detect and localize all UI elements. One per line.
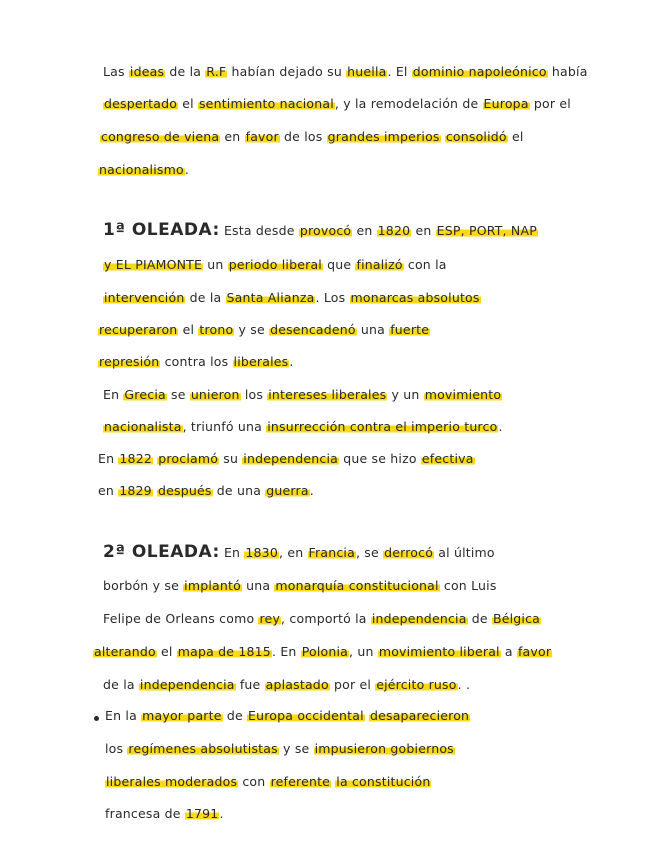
text: el	[178, 322, 199, 337]
text: en	[411, 223, 436, 238]
text: contra los	[160, 354, 233, 369]
wave1-line-3	[103, 292, 481, 305]
highlight: Polonia	[301, 644, 349, 659]
highlight: trono	[199, 322, 234, 337]
text: un	[203, 257, 228, 272]
text: el	[178, 96, 198, 111]
text: En la	[105, 708, 142, 723]
text: .	[498, 419, 503, 434]
highlight: 1820	[377, 223, 411, 238]
bullet-line-4	[105, 808, 224, 821]
text: con	[238, 774, 270, 789]
highlight: la constitución	[336, 774, 431, 789]
text: En	[98, 451, 119, 466]
highlight: liberales moderados	[106, 774, 238, 789]
text: , un	[349, 644, 378, 659]
text: borbón	[103, 578, 149, 593]
text: de los	[279, 129, 327, 144]
highlight: nacionalista	[104, 419, 182, 434]
text: en	[352, 223, 377, 238]
bullet-point-icon	[94, 716, 99, 721]
highlight: mayor parte	[142, 708, 222, 723]
wave1-line-4	[98, 324, 430, 337]
text: el	[507, 129, 524, 144]
text: que	[322, 257, 356, 272]
highlight: 1829	[119, 483, 152, 498]
highlight: efectiva	[421, 451, 474, 466]
text: .	[289, 354, 294, 369]
text: . .	[457, 677, 471, 692]
highlight: favor	[245, 129, 279, 144]
wave1-heading: 1ª OLEADA:	[103, 220, 220, 240]
highlight: impusieron gobiernos	[314, 741, 454, 756]
text: y se	[148, 578, 184, 593]
text: y se	[278, 741, 314, 756]
highlight: independencia	[371, 611, 467, 626]
highlight: 1822	[119, 451, 153, 466]
intro-line-4	[98, 164, 189, 177]
highlight: Europa occidental	[248, 708, 364, 723]
text: a	[500, 644, 517, 659]
text: y un	[387, 387, 424, 402]
highlight: referente	[270, 774, 331, 789]
wave2-heading: 2ª OLEADA:	[103, 542, 220, 562]
text: los	[240, 387, 268, 402]
highlight: nacionalismo	[99, 162, 184, 177]
highlight: regímenes absolutistas	[128, 741, 278, 756]
highlight: intereses liberales	[268, 387, 387, 402]
highlight: grandes imperios	[327, 129, 440, 144]
text: los	[105, 741, 128, 756]
highlight: implantó	[184, 578, 241, 593]
text: Felipe de Orleans	[103, 611, 215, 626]
text: Las	[103, 64, 129, 79]
wave2-line-3	[103, 613, 541, 626]
highlight: monarcas absolutos	[350, 290, 480, 305]
highlight: movimiento liberal	[378, 644, 500, 659]
wave1-line-1	[103, 222, 538, 239]
highlight: recuperaron	[99, 322, 178, 337]
wave1-line-2	[103, 259, 447, 272]
bullet-line-1	[105, 710, 470, 723]
intro-line-1	[103, 66, 588, 79]
wave1-line-7	[103, 421, 503, 434]
text: francesa	[105, 806, 161, 821]
highlight: despertado	[104, 96, 178, 111]
text: de	[160, 806, 185, 821]
text: y se	[234, 322, 270, 337]
text: de	[467, 611, 492, 626]
highlight: y EL PIAMONTE	[104, 257, 203, 272]
text: . En	[271, 644, 301, 659]
text: , se	[355, 545, 384, 560]
highlight: aplastado	[265, 677, 329, 692]
text: , comportó la	[281, 611, 371, 626]
highlight: Bélgica	[492, 611, 541, 626]
text: en	[220, 129, 245, 144]
text: al último	[434, 545, 495, 560]
wave2-line-2	[103, 580, 497, 593]
text: . Los	[315, 290, 350, 305]
highlight: favor	[517, 644, 552, 659]
highlight: unieron	[190, 387, 240, 402]
text: de la	[185, 290, 226, 305]
text: que se hizo	[339, 451, 421, 466]
text: .	[309, 483, 314, 498]
text: habían dejado su	[227, 64, 347, 79]
highlight: rey	[259, 611, 281, 626]
text: En	[219, 545, 245, 560]
text: . El	[387, 64, 412, 79]
text: como	[214, 611, 259, 626]
highlight: huella	[347, 64, 387, 79]
text: con Luis	[439, 578, 497, 593]
text: su	[219, 451, 243, 466]
highlight: desaparecieron	[369, 708, 470, 723]
highlight: Grecia	[124, 387, 166, 402]
highlight: ideas	[129, 64, 165, 79]
text: una	[241, 578, 275, 593]
highlight: después	[158, 483, 212, 498]
text: de	[222, 708, 248, 723]
text: de la	[103, 677, 139, 692]
highlight: represión	[99, 354, 160, 369]
text: con la	[403, 257, 447, 272]
wave1-line-5	[98, 356, 294, 369]
highlight: insurrección contra el imperio turco	[267, 419, 498, 434]
text: fue	[235, 677, 265, 692]
wave2-line-1	[103, 544, 495, 561]
wave1-line-6	[103, 389, 502, 402]
text: había	[547, 64, 588, 79]
text: .	[219, 806, 224, 821]
highlight: 1830	[245, 545, 278, 560]
highlight: R.F	[206, 64, 227, 79]
text: por el	[529, 96, 571, 111]
intro-line-3	[100, 131, 524, 144]
text: de la	[165, 64, 206, 79]
highlight: ejército ruso	[376, 677, 457, 692]
text: el	[156, 644, 177, 659]
highlight: monarquía constitucional	[275, 578, 439, 593]
highlight: periodo liberal	[228, 257, 322, 272]
highlight: independencia	[139, 677, 235, 692]
highlight: desencadenó	[270, 322, 356, 337]
highlight: 1791	[185, 806, 219, 821]
highlight: Europa	[483, 96, 529, 111]
text: de una	[212, 483, 266, 498]
bullet-line-3	[105, 776, 431, 789]
highlight: derrocó	[384, 545, 434, 560]
wave2-line-4	[93, 646, 552, 659]
highlight: liberales	[233, 354, 289, 369]
wave2-line-5	[103, 679, 470, 692]
highlight: Santa Alianza	[226, 290, 315, 305]
highlight: congreso de viena	[101, 129, 220, 144]
highlight: finalizó	[356, 257, 403, 272]
text: Esta desde	[219, 223, 299, 238]
intro-line-2	[103, 98, 571, 111]
highlight: independencia	[243, 451, 339, 466]
highlight: fuerte	[390, 322, 430, 337]
wave1-line-8	[98, 453, 475, 466]
text: , en	[278, 545, 308, 560]
highlight: ESP, PORT, NAP	[436, 223, 537, 238]
highlight: sentimiento nacional	[198, 96, 334, 111]
wave1-line-9	[98, 485, 314, 498]
text: .	[184, 162, 190, 177]
highlight: Francia	[308, 545, 355, 560]
highlight: consolidó	[445, 129, 507, 144]
highlight: alterando	[94, 644, 156, 659]
highlight: mapa de 1815	[177, 644, 271, 659]
highlight: guerra	[266, 483, 309, 498]
bullet-line-2	[105, 743, 455, 756]
text: En	[103, 387, 124, 402]
text: , y la remodelación de	[334, 96, 483, 111]
highlight: movimiento	[424, 387, 502, 402]
text: se	[166, 387, 190, 402]
highlight: provocó	[299, 223, 352, 238]
highlight: proclamó	[158, 451, 219, 466]
highlight: dominio napoleónico	[412, 64, 547, 79]
text: por el	[329, 677, 376, 692]
highlight: intervención	[104, 290, 185, 305]
text: en	[98, 483, 119, 498]
text: una	[356, 322, 390, 337]
text: , triunfó una	[182, 419, 267, 434]
